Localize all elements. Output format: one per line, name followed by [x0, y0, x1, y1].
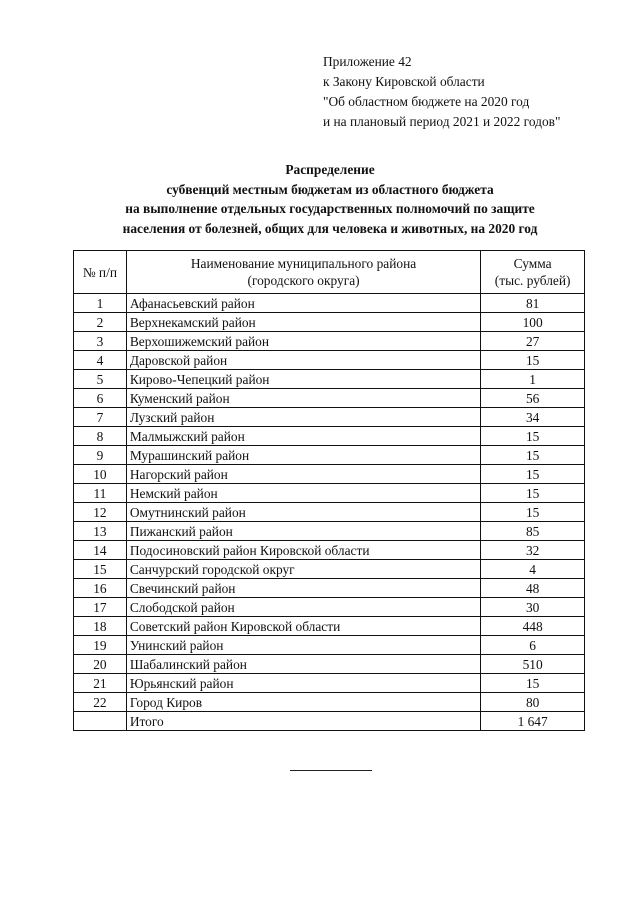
row-sum: 81: [481, 294, 585, 313]
row-number: 18: [74, 617, 127, 636]
row-sum: 15: [481, 446, 585, 465]
row-district-name: Мурашинский район: [126, 446, 480, 465]
header-sum: [481, 251, 585, 294]
row-number: 13: [74, 522, 127, 541]
title-line-3: на выполнение отдельных государственных полномочий по защите: [125, 201, 535, 216]
row-number: 4: [74, 351, 127, 370]
header-name-line-2: (городского округа): [247, 273, 360, 288]
row-district-name: Куменский район: [126, 389, 480, 408]
row-number: 12: [74, 503, 127, 522]
row-district-name: Кирово-Чепецкий район: [126, 370, 480, 389]
table-row: [74, 617, 585, 636]
table-row: [74, 465, 585, 484]
table-row: [74, 427, 585, 446]
header-name-line-1: Наименование муниципального района: [190, 256, 417, 271]
row-number: 22: [74, 693, 127, 712]
row-sum: 15: [481, 427, 585, 446]
table-row: [74, 674, 585, 693]
table-row: [74, 370, 585, 389]
row-sum: 15: [481, 351, 585, 370]
table-row: [74, 351, 585, 370]
row-sum: 6: [481, 636, 585, 655]
header-sum-line-1: Сумма: [513, 256, 552, 271]
row-sum: 1: [481, 370, 585, 389]
row-sum: 15: [481, 674, 585, 693]
row-number: 15: [74, 560, 127, 579]
table-row: [74, 522, 585, 541]
table-row: [74, 579, 585, 598]
row-district-name: Шабалинский район: [126, 655, 480, 674]
table-header-row: [74, 251, 585, 294]
row-district-name: Даровской район: [126, 351, 480, 370]
row-district-name: Омутнинский район: [126, 503, 480, 522]
header-sum-line-2: (тыс. рублей): [494, 273, 571, 288]
row-district-name: Юрьянский район: [126, 674, 480, 693]
row-number: 5: [74, 370, 127, 389]
table-row: [74, 560, 585, 579]
row-sum: 34: [481, 408, 585, 427]
title-line-4: населения от болезней, общих для человека и животных, на 2020 год: [122, 220, 538, 236]
appendix-header: [323, 52, 560, 132]
row-sum: 30: [481, 598, 585, 617]
distribution-table: [73, 250, 585, 731]
table-row: [74, 541, 585, 560]
table-row: [74, 408, 585, 427]
header-name: [126, 251, 480, 294]
row-sum: 56: [481, 389, 585, 408]
appendix-law-period: и на плановый период 2021 и 2022 годов": [323, 114, 561, 129]
row-number: 11: [74, 484, 127, 503]
row-number: 10: [74, 465, 127, 484]
row-district-name: Лузский район: [126, 408, 480, 427]
row-number: 3: [74, 332, 127, 351]
table-body: [74, 294, 585, 712]
title-line-2: субвенций местным бюджетам из областного бюджета: [166, 181, 494, 197]
row-sum: 15: [481, 503, 585, 522]
table-row: [74, 693, 585, 712]
table-row: [74, 503, 585, 522]
row-number: 1: [74, 294, 127, 313]
row-sum: 448: [481, 617, 585, 636]
end-separator-line: [290, 770, 372, 771]
row-sum: 15: [481, 484, 585, 503]
header-number: № п/п: [74, 251, 127, 294]
row-sum: 85: [481, 522, 585, 541]
row-sum: 80: [481, 693, 585, 712]
row-district-name: Санчурский городской округ: [126, 560, 480, 579]
total-row: [74, 712, 585, 731]
row-number: 14: [74, 541, 127, 560]
row-sum: 15: [481, 465, 585, 484]
row-number: 8: [74, 427, 127, 446]
row-district-name: Подосиновский район Кировской области: [126, 541, 480, 560]
table-row: [74, 598, 585, 617]
row-number: 7: [74, 408, 127, 427]
table-row: [74, 332, 585, 351]
row-district-name: Афанасьевский район: [126, 294, 480, 313]
document-title: [60, 160, 600, 238]
table-row: [74, 655, 585, 674]
table-row: [74, 294, 585, 313]
appendix-law-title: "Об областном бюджете на 2020 год: [323, 94, 530, 109]
table-row: [74, 446, 585, 465]
total-label: Итого: [126, 712, 480, 731]
appendix-law-reference: к Закону Кировской области: [323, 74, 485, 89]
row-number: 20: [74, 655, 127, 674]
row-sum: 32: [481, 541, 585, 560]
row-district-name: Унинский район: [126, 636, 480, 655]
row-number: 21: [74, 674, 127, 693]
row-district-name: Свечинский район: [126, 579, 480, 598]
row-number: 16: [74, 579, 127, 598]
row-district-name: Немский район: [126, 484, 480, 503]
row-number: 6: [74, 389, 127, 408]
row-district-name: Малмыжский район: [126, 427, 480, 446]
row-district-name: Нагорский район: [126, 465, 480, 484]
total-sum: 1 647: [481, 712, 585, 731]
row-district-name: Советский район Кировской области: [126, 617, 480, 636]
table-row: [74, 389, 585, 408]
table-row: [74, 313, 585, 332]
row-district-name: Верхошижемский район: [126, 332, 480, 351]
row-sum: 27: [481, 332, 585, 351]
appendix-number: Приложение 42: [323, 54, 412, 69]
total-number-cell: [74, 712, 127, 731]
row-district-name: Пижанский район: [126, 522, 480, 541]
row-number: 17: [74, 598, 127, 617]
row-district-name: Слободской район: [126, 598, 480, 617]
row-district-name: Верхнекамский район: [126, 313, 480, 332]
table-row: [74, 636, 585, 655]
table-row: [74, 484, 585, 503]
title-line-1: Распределение: [285, 162, 375, 177]
row-sum: 4: [481, 560, 585, 579]
row-sum: 510: [481, 655, 585, 674]
row-sum: 100: [481, 313, 585, 332]
row-district-name: Город Киров: [126, 693, 480, 712]
row-number: 2: [74, 313, 127, 332]
row-number: 9: [74, 446, 127, 465]
row-sum: 48: [481, 579, 585, 598]
row-number: 19: [74, 636, 127, 655]
